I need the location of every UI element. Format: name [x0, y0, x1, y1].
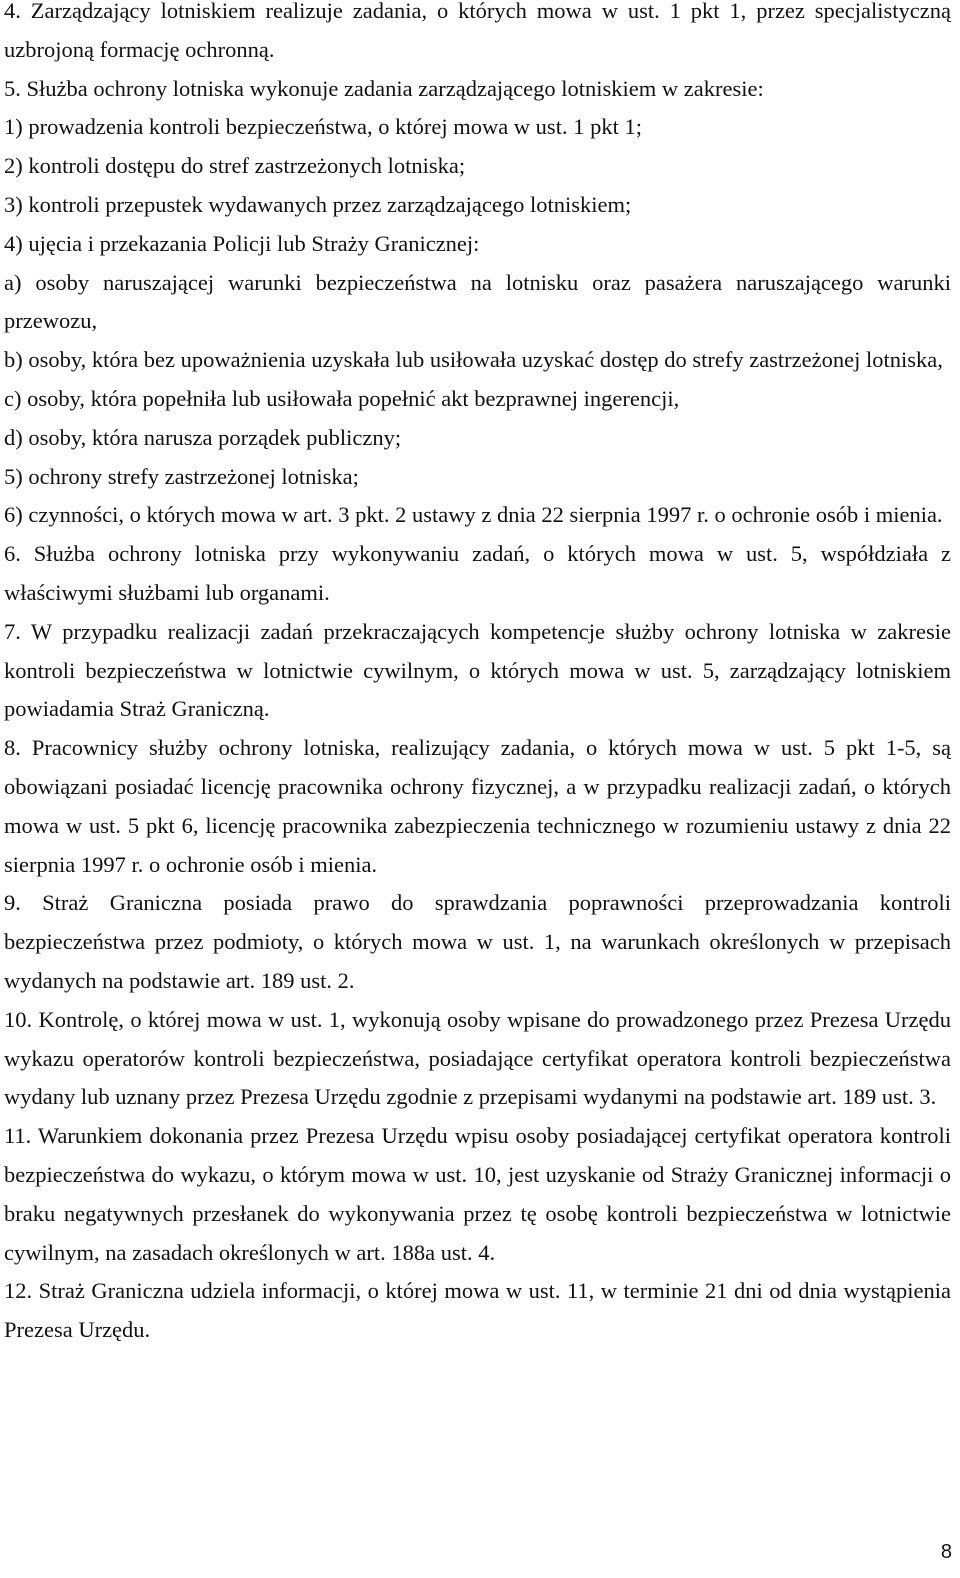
list-item-pkt-1: 1) prowadzenia kontroli bezpieczeństwa, o której mowa w ust. 1 pkt 1;	[4, 114, 642, 140]
list-item-pkt-6: 6) czynności, o których mowa w art. 3 pkt. 2 ustawy z dnia 22 sierpnia 1997 r. o ochronie osób i mienia.	[4, 502, 943, 528]
paragraph-ust-12: 12. Straż Graniczna udziela informacji, o której mowa w ust. 11, w terminie 21 dni od dnia wystąpienia Prezesa Urzędu.	[4, 1278, 951, 1343]
paragraph-ust-10: 10. Kontrolę, o której mowa w ust. 1, wykonują osoby wpisane do prowadzonego przez Prezesa Urzędu wykazu operatorów kontroli bezpieczeństwa, posiadające certyfikat operatora kontroli bezpieczeństwa wydany lub uznany przez Prezesa Urzędu zgodnie z przepisami wydanymi na podstawie art. 189 ust. 3.	[4, 1006, 951, 1110]
paragraph-ust-9: 9. Straż Graniczna posiada prawo do sprawdzania poprawności przeprowadzania kontroli bezpieczeństwa przez podmioty, o których mowa w ust. 1, na warunkach określonych w przepisach wydanych na podstawie art. 189 ust. 2.	[4, 890, 951, 993]
paragraph-ust-11: 11. Warunkiem dokonania przez Prezesa Urzędu wpisu osoby posiadającej certyfikat operatora kontroli bezpieczeństwa do wykazu, o którym mowa w ust. 10, jest uzyskanie od Straży Granicznej informacji o braku negatywnych przesłanek do wykonywania przez tę osobę kontroli bezpieczeństwa w lotnictwie cywilnym, na zasadach określonych w art. 188a ust. 4.	[4, 1123, 951, 1265]
list-item-pkt-4: 4) ujęcia i przekazania Policji lub Straży Granicznej:	[4, 230, 480, 256]
paragraph-ust-4: 4. Zarządzający lotniskiem realizuje zadania, o których mowa w ust. 1 pkt 1, przez specjalistyczną uzbrojoną formację ochronną.	[4, 0, 951, 62]
sub-item-d: d) osoby, która narusza porządek publiczny;	[4, 424, 402, 450]
sub-item-c: c) osoby, która popełniła lub usiłowała popełnić akt bezprawnej ingerencji,	[4, 385, 680, 411]
paragraph-ust-5: 5. Służba ochrony lotniska wykonuje zadania zarządzającego lotniskiem w zakresie:	[4, 75, 764, 101]
sub-item-b: b) osoby, która bez upoważnienia uzyskała lub usiłowała uzyskać dostęp do strefy zastrzeżonej lotniska,	[4, 347, 943, 373]
list-item-pkt-5: 5) ochrony strefy zastrzeżonej lotniska;	[4, 463, 359, 489]
list-item-pkt-2: 2) kontroli dostępu do stref zastrzeżonych lotniska;	[4, 153, 466, 179]
paragraph-ust-7: 7. W przypadku realizacji zadań przekraczających kompetencje służby ochrony lotniska w zakresie kontroli bezpieczeństwa w lotnictwie cywilnym, o których mowa w ust. 5, zarządzający lotniskiem powiadamia Straż Graniczną.	[4, 618, 951, 722]
sub-item-a: a) osoby naruszającej warunki bezpieczeństwa na lotnisku oraz pasażera naruszającego warunki przewozu,	[4, 269, 951, 334]
list-item-pkt-3: 3) kontroli przepustek wydawanych przez zarządzającego lotniskiem;	[4, 191, 632, 217]
paragraph-ust-6: 6. Służba ochrony lotniska przy wykonywaniu zadań, o których mowa w ust. 5, współdziała z właściwymi służbami lub organami.	[4, 541, 951, 605]
page-number: 8	[940, 1541, 952, 1563]
paragraph-ust-8: 8. Pracownicy służby ochrony lotniska, realizujący zadania, o których mowa w ust. 5 pkt 1-5, są obowiązani posiadać licencję pracownika ochrony fizycznej, a w przypadku realizacji zadań, o których mowa w ust. 5 pkt 6, licencję pracownika zabezpieczenia technicznego w rozumieniu ustawy z dnia 22 sierpnia 1997 r. o ochronie osób i mienia.	[4, 735, 951, 877]
document-body	[4, 0, 951, 1350]
